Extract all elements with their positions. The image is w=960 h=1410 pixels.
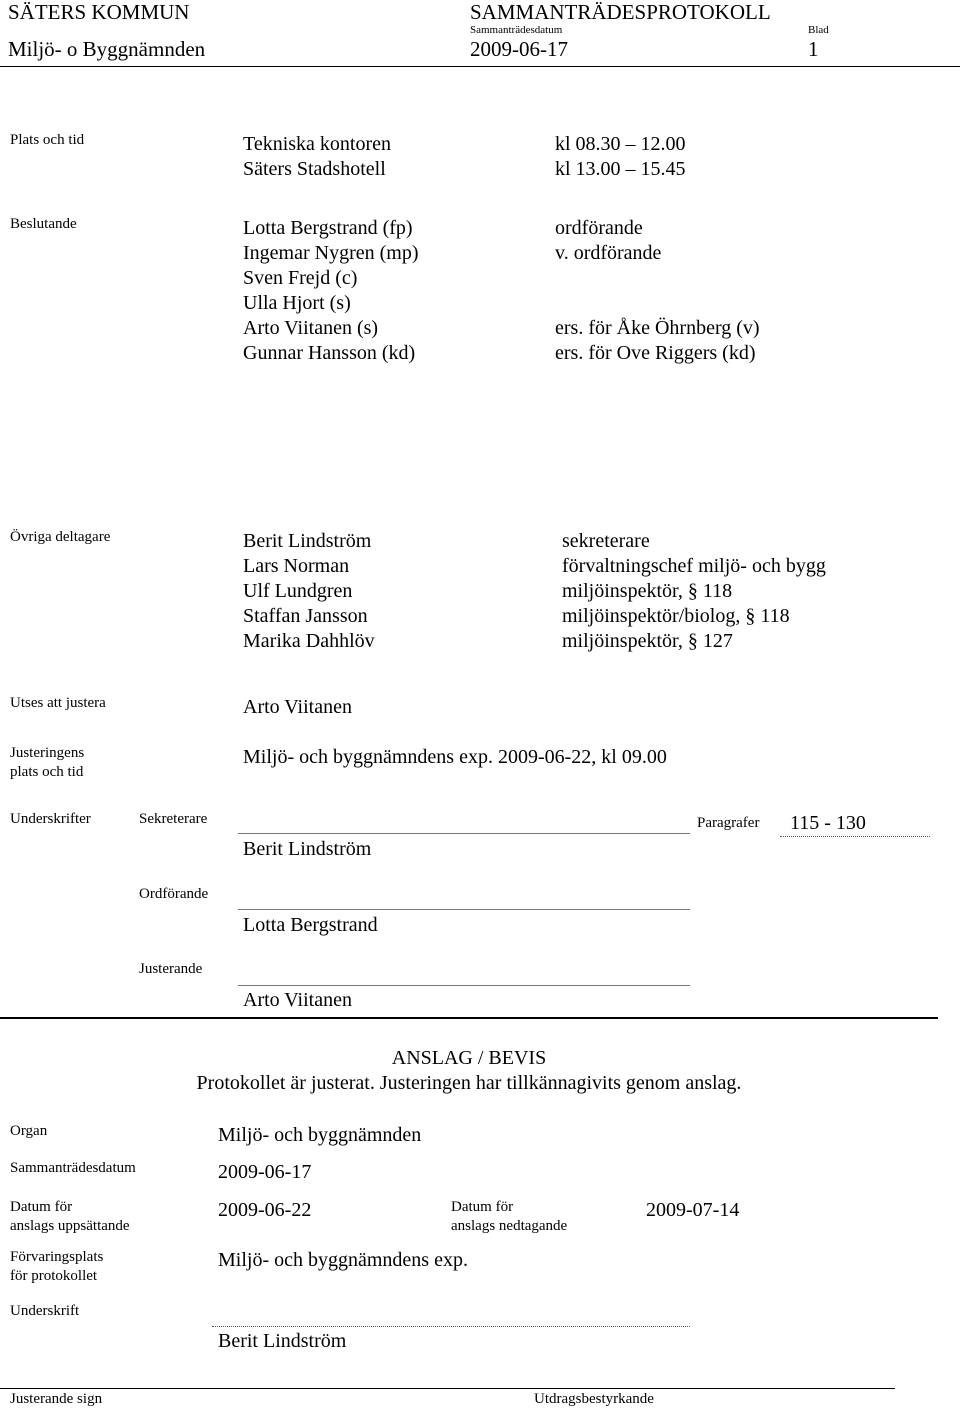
- participant-role: miljöinspektör/biolog, § 118: [562, 605, 790, 627]
- time-row: kl 13.00 – 15.45: [555, 158, 686, 180]
- paragraphs-label: Paragrafer: [697, 815, 760, 831]
- posted-date: 2009-06-22: [218, 1199, 312, 1221]
- notice-signature-name: Berit Lindström: [218, 1330, 347, 1352]
- participant-name: Berit Lindström: [243, 530, 372, 552]
- member-name: Ingemar Nygren (mp): [243, 242, 419, 264]
- place-time-label: Plats och tid: [10, 132, 85, 148]
- secretary-label: Sekreterare: [139, 811, 208, 827]
- storage-label: [10, 1248, 103, 1286]
- adjuster-name: Arto Viitanen: [243, 696, 352, 718]
- removed-date-label-line: Datum för: [451, 1199, 514, 1215]
- member-name: Sven Frejd (c): [243, 267, 358, 289]
- secretary-name: Berit Lindström: [243, 838, 372, 860]
- notice-divider: [0, 1017, 938, 1019]
- member-role: ers. för Åke Öhrnberg (v): [555, 317, 760, 339]
- removed-date: 2009-07-14: [646, 1199, 740, 1221]
- adjuster-label: Utses att justera: [10, 695, 106, 711]
- chair-signature-line: [238, 909, 690, 910]
- footer-divider: [0, 1388, 895, 1389]
- adjustment-place-label-1: Justeringens: [10, 745, 85, 761]
- participant-name: Ulf Lundgren: [243, 580, 353, 602]
- storage-label-line: för protokollet: [10, 1268, 98, 1284]
- other-participants-label: Övriga deltagare: [10, 529, 111, 545]
- member-name: Lotta Bergstrand (fp): [243, 217, 413, 239]
- participant-role: miljöinspektör, § 127: [562, 630, 733, 652]
- member-role: v. ordförande: [555, 242, 662, 264]
- participant-role: förvaltningschef miljö- och bygg: [562, 555, 826, 577]
- posted-date-label-line: anslags uppsättande: [10, 1218, 130, 1234]
- paragraphs-dotted-line: [780, 836, 930, 837]
- adjuster-sign-name: Arto Viitanen: [243, 989, 352, 1011]
- adjuster-signature-line: [238, 985, 690, 986]
- storage-value: Miljö- och byggnämndens exp.: [218, 1249, 468, 1271]
- member-role: ordförande: [555, 217, 643, 239]
- header-divider: [0, 66, 960, 67]
- notice-title: ANSLAG / BEVIS: [391, 1047, 547, 1069]
- page-label: Blad: [808, 24, 829, 36]
- organ-value: Miljö- och byggnämnden: [218, 1124, 422, 1146]
- participant-name: Staffan Jansson: [243, 605, 368, 627]
- place-row: Tekniska kontoren: [243, 133, 392, 155]
- signature-label: Underskrift: [10, 1303, 80, 1319]
- chair-name: Lotta Bergstrand: [243, 914, 378, 936]
- committee-name: Miljö- o Byggnämnden: [8, 37, 206, 61]
- municipality-name: SÄTERS KOMMUN: [8, 0, 190, 24]
- participant-name: Marika Dahhlöv: [243, 630, 375, 652]
- posted-date-label: [10, 1198, 130, 1236]
- member-name: Gunnar Hansson (kd): [243, 342, 416, 364]
- paragraphs-value: 115 - 130: [790, 812, 866, 834]
- decision-makers-label: Beslutande: [10, 216, 77, 232]
- place-row: Säters Stadshotell: [243, 158, 386, 180]
- meeting-date: 2009-06-17: [470, 37, 568, 61]
- footer-adjuster-sign: Justerande sign: [10, 1391, 103, 1407]
- participant-role: sekreterare: [562, 530, 650, 552]
- storage-label-line: Förvaringsplats: [10, 1249, 104, 1265]
- removed-date-label: [451, 1198, 567, 1236]
- notice-date: 2009-06-17: [218, 1161, 312, 1183]
- adjuster-sign-label: Justerande: [139, 961, 203, 977]
- removed-date-label-line: anslags nedtagande: [451, 1218, 568, 1234]
- notice-date-label: Sammanträdesdatum: [10, 1160, 136, 1176]
- participant-name: Lars Norman: [243, 555, 350, 577]
- meeting-date-label: Sammanträdesdatum: [470, 24, 563, 36]
- notice-text: Protokollet är justerat. Justeringen har tillkännagivits genom anslag.: [196, 1072, 742, 1094]
- notice-signature-line: [212, 1326, 690, 1327]
- signatures-label: Underskrifter: [10, 811, 91, 827]
- page-number: 1: [808, 37, 819, 61]
- footer-extract-certification: Utdragsbestyrkande: [534, 1391, 654, 1407]
- chair-label: Ordförande: [139, 886, 209, 902]
- secretary-signature-line: [238, 833, 690, 834]
- document-type: SAMMANTRÄDESPROTOKOLL: [470, 0, 771, 24]
- member-name: Ulla Hjort (s): [243, 292, 351, 314]
- member-role: ers. för Ove Riggers (kd): [555, 342, 756, 364]
- adjustment-place-value: Miljö- och byggnämndens exp. 2009-06-22, kl 09.00: [243, 746, 667, 768]
- participant-role: miljöinspektör, § 118: [562, 580, 733, 602]
- time-row: kl 08.30 – 12.00: [555, 133, 686, 155]
- organ-label: Organ: [10, 1123, 48, 1139]
- posted-date-label-line: Datum för: [10, 1199, 73, 1215]
- adjustment-place-label-2: plats och tid: [10, 764, 84, 780]
- member-name: Arto Viitanen (s): [243, 317, 379, 339]
